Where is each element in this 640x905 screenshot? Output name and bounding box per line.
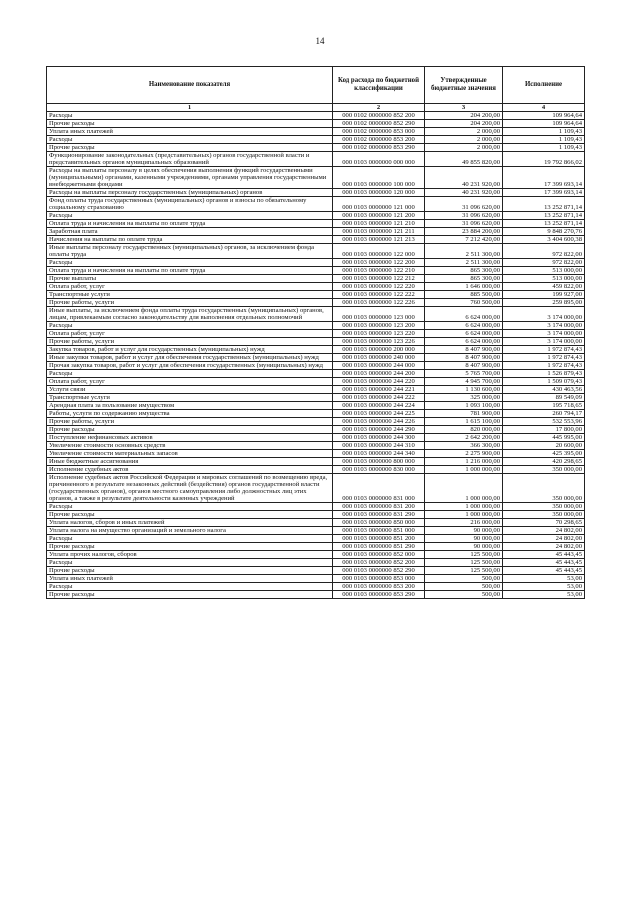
row-name: Увеличение стоимости основных средств bbox=[47, 442, 333, 450]
row-approved: 1 130 600,00 bbox=[425, 386, 503, 394]
row-name: Прочие работы, услуги bbox=[47, 418, 333, 426]
table-row bbox=[47, 128, 585, 136]
row-budget-code: 000 0103 0000000 121 211 bbox=[333, 228, 425, 236]
row-approved: 4 945 700,00 bbox=[425, 378, 503, 386]
row-approved: 23 884 200,00 bbox=[425, 228, 503, 236]
row-name: Прочие работы, услуги bbox=[47, 338, 333, 346]
table-row bbox=[47, 330, 585, 338]
row-budget-code: 000 0103 0000000 851 200 bbox=[333, 535, 425, 543]
column-number: 1 bbox=[47, 104, 333, 112]
row-executed: 430 463,56 bbox=[503, 386, 585, 394]
row-approved: 2 000,00 bbox=[425, 128, 503, 136]
row-budget-code: 000 0103 0000000 121 213 bbox=[333, 236, 425, 244]
row-executed: 1 972 874,43 bbox=[503, 362, 585, 370]
row-budget-code: 000 0103 0000000 123 220 bbox=[333, 330, 425, 338]
row-executed: 260 794,17 bbox=[503, 410, 585, 418]
row-budget-code: 000 0103 0000000 850 000 bbox=[333, 519, 425, 527]
row-name: Прочие расходы bbox=[47, 511, 333, 519]
table-row bbox=[47, 386, 585, 394]
row-approved: 31 096 620,00 bbox=[425, 220, 503, 228]
row-name: Прочие расходы bbox=[47, 543, 333, 551]
table-row bbox=[47, 474, 585, 503]
row-executed: 513 000,00 bbox=[503, 275, 585, 283]
row-approved: 125 500,00 bbox=[425, 559, 503, 567]
row-executed: 459 822,00 bbox=[503, 283, 585, 291]
row-approved: 125 500,00 bbox=[425, 567, 503, 575]
row-name: Расходы bbox=[47, 136, 333, 144]
row-executed: 420 298,65 bbox=[503, 458, 585, 466]
table-row bbox=[47, 220, 585, 228]
row-approved: 8 407 900,00 bbox=[425, 362, 503, 370]
row-approved: 90 000,00 bbox=[425, 535, 503, 543]
row-approved: 125 500,00 bbox=[425, 551, 503, 559]
row-executed: 1 526 879,43 bbox=[503, 370, 585, 378]
row-approved: 500,00 bbox=[425, 583, 503, 591]
row-name: Оплата труда и начисления на выплаты по оплате труда bbox=[47, 220, 333, 228]
row-name: Начисления на выплаты по оплате труда bbox=[47, 236, 333, 244]
row-approved: 2 642 200,00 bbox=[425, 434, 503, 442]
table-row bbox=[47, 426, 585, 434]
table-row bbox=[47, 394, 585, 402]
row-approved: 1 216 000,00 bbox=[425, 458, 503, 466]
table-row bbox=[47, 120, 585, 128]
table-row bbox=[47, 236, 585, 244]
row-budget-code: 000 0102 0000000 853 200 bbox=[333, 136, 425, 144]
table-row bbox=[47, 136, 585, 144]
row-budget-code: 000 0102 0000000 853 000 bbox=[333, 128, 425, 136]
row-approved: 40 231 920,00 bbox=[425, 167, 503, 189]
row-approved: 820 000,00 bbox=[425, 426, 503, 434]
row-executed: 17 800,00 bbox=[503, 426, 585, 434]
row-name: Расходы bbox=[47, 212, 333, 220]
row-approved: 1 000 000,00 bbox=[425, 511, 503, 519]
table-row bbox=[47, 346, 585, 354]
table-row bbox=[47, 362, 585, 370]
row-name: Транспортные услуги bbox=[47, 291, 333, 299]
row-budget-code: 000 0103 0000000 852 290 bbox=[333, 567, 425, 575]
row-name: Транспортные услуги bbox=[47, 394, 333, 402]
row-name: Прочие расходы bbox=[47, 120, 333, 128]
table-row bbox=[47, 267, 585, 275]
row-name: Уплата налогов, сборов и иных платежей bbox=[47, 519, 333, 527]
table-row bbox=[47, 402, 585, 410]
row-executed: 45 443,45 bbox=[503, 551, 585, 559]
row-name: Арендная плата за пользование имуществом bbox=[47, 402, 333, 410]
row-approved: 1 000 000,00 bbox=[425, 474, 503, 503]
row-budget-code: 000 0103 0000000 244 224 bbox=[333, 402, 425, 410]
row-approved: 6 624 000,00 bbox=[425, 338, 503, 346]
row-executed: 350 000,00 bbox=[503, 474, 585, 503]
row-approved: 500,00 bbox=[425, 591, 503, 599]
row-name: Уплата налога на имущество организаций и земельного налога bbox=[47, 527, 333, 535]
row-approved: 204 200,00 bbox=[425, 120, 503, 128]
row-approved: 2 511 300,00 bbox=[425, 244, 503, 259]
table-row bbox=[47, 259, 585, 267]
row-name: Прочие расходы bbox=[47, 426, 333, 434]
table-row bbox=[47, 410, 585, 418]
table-row bbox=[47, 299, 585, 307]
row-budget-code: 000 0103 0000000 831 200 bbox=[333, 503, 425, 511]
row-executed: 3 174 000,00 bbox=[503, 330, 585, 338]
row-executed: 1 972 874,43 bbox=[503, 354, 585, 362]
row-executed: 19 792 866,02 bbox=[503, 152, 585, 167]
row-name: Расходы bbox=[47, 259, 333, 267]
table-row bbox=[47, 575, 585, 583]
table-row bbox=[47, 466, 585, 474]
row-budget-code: 000 0103 0000000 122 000 bbox=[333, 244, 425, 259]
row-executed: 45 443,45 bbox=[503, 567, 585, 575]
row-name: Иные выплаты, за исключением фонда оплаты труда государственных (муниципальных) органов, лицам, привлекаемым согласно законодательству для выполнения отдельных полномочий bbox=[47, 307, 333, 322]
row-executed: 89 549,09 bbox=[503, 394, 585, 402]
row-budget-code: 000 0103 0000000 244 310 bbox=[333, 442, 425, 450]
row-budget-code: 000 0103 0000000 240 000 bbox=[333, 354, 425, 362]
row-executed: 13 252 871,14 bbox=[503, 212, 585, 220]
row-name: Иные закупки товаров, работ и услуг для обеспечения государственных (муниципальных) нужд bbox=[47, 354, 333, 362]
row-approved: 6 624 000,00 bbox=[425, 322, 503, 330]
table-row bbox=[47, 535, 585, 543]
row-budget-code: 000 0103 0000000 244 340 bbox=[333, 450, 425, 458]
table-row bbox=[47, 338, 585, 346]
table-row bbox=[47, 559, 585, 567]
header-approved: Утвержденные бюджетные значения bbox=[425, 67, 503, 104]
row-executed: 45 443,45 bbox=[503, 559, 585, 567]
row-name: Оплата работ, услуг bbox=[47, 330, 333, 338]
row-budget-code: 000 0103 0000000 244 225 bbox=[333, 410, 425, 418]
row-name: Расходы bbox=[47, 535, 333, 543]
row-approved: 2 000,00 bbox=[425, 136, 503, 144]
row-name: Расходы bbox=[47, 583, 333, 591]
row-budget-code: 000 0103 0000000 120 000 bbox=[333, 189, 425, 197]
row-budget-code: 000 0103 0000000 121 210 bbox=[333, 220, 425, 228]
row-budget-code: 000 0103 0000000 853 290 bbox=[333, 591, 425, 599]
table-row bbox=[47, 112, 585, 120]
row-approved: 366 300,00 bbox=[425, 442, 503, 450]
row-name: Иные выплаты персоналу государственных (муниципальных) органов, за исключением фонда оплаты труда bbox=[47, 244, 333, 259]
row-budget-code: 000 0103 0000000 852 000 bbox=[333, 551, 425, 559]
row-approved: 1 615 100,00 bbox=[425, 418, 503, 426]
table-row bbox=[47, 228, 585, 236]
row-name: Расходы bbox=[47, 370, 333, 378]
row-name: Работы, услуги по содержанию имущества bbox=[47, 410, 333, 418]
row-name: Уплата иных платежей bbox=[47, 128, 333, 136]
row-executed: 17 399 693,14 bbox=[503, 189, 585, 197]
row-name: Прочие выплаты bbox=[47, 275, 333, 283]
row-executed: 259 895,00 bbox=[503, 299, 585, 307]
header-indicator-name: Наименование показателя bbox=[47, 67, 333, 104]
row-name: Расходы bbox=[47, 559, 333, 567]
row-approved: 1 000 000,00 bbox=[425, 466, 503, 474]
row-name: Прочие расходы bbox=[47, 144, 333, 152]
row-executed: 109 964,64 bbox=[503, 120, 585, 128]
row-executed: 350 000,00 bbox=[503, 466, 585, 474]
row-budget-code: 000 0103 0000000 244 200 bbox=[333, 370, 425, 378]
row-name: Функционирование законодательных (представительных) органов государственной власти и представительных органов муниципальных образований bbox=[47, 152, 333, 167]
row-name: Закупка товаров, работ и услуг для государственных (муниципальных) нужд bbox=[47, 346, 333, 354]
row-approved: 865 300,00 bbox=[425, 275, 503, 283]
row-budget-code: 000 0103 0000000 851 000 bbox=[333, 527, 425, 535]
row-executed: 350 000,00 bbox=[503, 503, 585, 511]
row-approved: 8 407 900,00 bbox=[425, 346, 503, 354]
column-number-row bbox=[47, 104, 585, 112]
row-approved: 1 093 100,00 bbox=[425, 402, 503, 410]
row-executed: 70 298,65 bbox=[503, 519, 585, 527]
row-name: Иные бюджетные ассигнования bbox=[47, 458, 333, 466]
row-approved: 760 500,00 bbox=[425, 299, 503, 307]
row-name: Оплата труда и начисления на выплаты по оплате труда bbox=[47, 267, 333, 275]
table-row bbox=[47, 519, 585, 527]
row-name: Услуги связи bbox=[47, 386, 333, 394]
row-name: Расходы bbox=[47, 112, 333, 120]
table-row bbox=[47, 378, 585, 386]
row-budget-code: 000 0103 0000000 100 000 bbox=[333, 167, 425, 189]
row-approved: 2 000,00 bbox=[425, 144, 503, 152]
table-row bbox=[47, 152, 585, 167]
row-name: Заработная плата bbox=[47, 228, 333, 236]
row-budget-code: 000 0103 0000000 831 000 bbox=[333, 474, 425, 503]
column-number: 4 bbox=[503, 104, 585, 112]
row-budget-code: 000 0103 0000000 831 290 bbox=[333, 511, 425, 519]
table-row bbox=[47, 189, 585, 197]
table-row bbox=[47, 212, 585, 220]
column-number: 3 bbox=[425, 104, 503, 112]
row-approved: 325 000,00 bbox=[425, 394, 503, 402]
row-executed: 3 174 000,00 bbox=[503, 307, 585, 322]
row-executed: 972 822,00 bbox=[503, 259, 585, 267]
row-budget-code: 000 0103 0000000 853 000 bbox=[333, 575, 425, 583]
row-budget-code: 000 0103 0000000 123 000 bbox=[333, 307, 425, 322]
row-approved: 6 624 000,00 bbox=[425, 307, 503, 322]
table-row bbox=[47, 567, 585, 575]
table-row bbox=[47, 244, 585, 259]
table-row bbox=[47, 307, 585, 322]
row-budget-code: 000 0103 0000000 121 000 bbox=[333, 197, 425, 212]
row-executed: 17 399 693,14 bbox=[503, 167, 585, 189]
row-executed: 445 995,00 bbox=[503, 434, 585, 442]
row-approved: 781 900,00 bbox=[425, 410, 503, 418]
row-name: Увеличение стоимости материальных запасов bbox=[47, 450, 333, 458]
table-row bbox=[47, 354, 585, 362]
table-row bbox=[47, 583, 585, 591]
row-name: Фонд оплаты труда государственных (муниципальных) органов и взносы по обязательному социальному страхованию bbox=[47, 197, 333, 212]
row-name: Поступление нефинансовых активов bbox=[47, 434, 333, 442]
row-budget-code: 000 0103 0000000 122 210 bbox=[333, 267, 425, 275]
row-name: Расходы на выплаты персоналу государственных (муниципальных) органов bbox=[47, 189, 333, 197]
table-row bbox=[47, 144, 585, 152]
table-row bbox=[47, 543, 585, 551]
table-row bbox=[47, 322, 585, 330]
row-approved: 90 000,00 bbox=[425, 527, 503, 535]
row-executed: 9 848 270,76 bbox=[503, 228, 585, 236]
row-executed: 532 553,96 bbox=[503, 418, 585, 426]
row-budget-code: 000 0103 0000000 200 000 bbox=[333, 346, 425, 354]
table-row bbox=[47, 503, 585, 511]
row-executed: 3 404 600,38 bbox=[503, 236, 585, 244]
row-approved: 8 407 900,00 bbox=[425, 354, 503, 362]
row-budget-code: 000 0103 0000000 244 222 bbox=[333, 394, 425, 402]
row-approved: 49 855 820,00 bbox=[425, 152, 503, 167]
row-name: Расходы bbox=[47, 503, 333, 511]
row-budget-code: 000 0102 0000000 852 290 bbox=[333, 120, 425, 128]
row-budget-code: 000 0103 0000000 800 000 bbox=[333, 458, 425, 466]
row-executed: 13 252 871,14 bbox=[503, 220, 585, 228]
row-approved: 500,00 bbox=[425, 575, 503, 583]
row-executed: 24 802,00 bbox=[503, 543, 585, 551]
row-executed: 3 174 000,00 bbox=[503, 322, 585, 330]
row-executed: 1 109,43 bbox=[503, 136, 585, 144]
row-budget-code: 000 0103 0000000 244 300 bbox=[333, 434, 425, 442]
row-budget-code: 000 0103 0000000 122 220 bbox=[333, 283, 425, 291]
row-approved: 885 500,00 bbox=[425, 291, 503, 299]
table-row bbox=[47, 275, 585, 283]
row-budget-code: 000 0103 0000000 123 200 bbox=[333, 322, 425, 330]
row-executed: 24 802,00 bbox=[503, 527, 585, 535]
row-approved: 204 200,00 bbox=[425, 112, 503, 120]
row-budget-code: 000 0103 0000000 122 222 bbox=[333, 291, 425, 299]
row-name: Прочие работы, услуги bbox=[47, 299, 333, 307]
table-row bbox=[47, 527, 585, 535]
row-name: Оплата работ, услуг bbox=[47, 378, 333, 386]
row-executed: 1 109,43 bbox=[503, 128, 585, 136]
table-row bbox=[47, 458, 585, 466]
row-name: Уплата иных платежей bbox=[47, 575, 333, 583]
row-approved: 7 212 420,00 bbox=[425, 236, 503, 244]
table-row bbox=[47, 591, 585, 599]
table-row bbox=[47, 450, 585, 458]
row-approved: 865 300,00 bbox=[425, 267, 503, 275]
row-executed: 109 964,64 bbox=[503, 112, 585, 120]
row-budget-code: 000 0103 0000000 123 226 bbox=[333, 338, 425, 346]
row-name: Прочие расходы bbox=[47, 567, 333, 575]
row-approved: 216 000,00 bbox=[425, 519, 503, 527]
row-budget-code: 000 0103 0000000 244 000 bbox=[333, 362, 425, 370]
row-executed: 53,00 bbox=[503, 583, 585, 591]
row-executed: 1 972 874,43 bbox=[503, 346, 585, 354]
row-executed: 3 174 000,00 bbox=[503, 338, 585, 346]
table-row bbox=[47, 511, 585, 519]
table-row bbox=[47, 418, 585, 426]
row-executed: 199 927,00 bbox=[503, 291, 585, 299]
row-budget-code: 000 0103 0000000 122 200 bbox=[333, 259, 425, 267]
row-approved: 31 096 620,00 bbox=[425, 197, 503, 212]
row-executed: 425 395,00 bbox=[503, 450, 585, 458]
row-approved: 5 765 700,00 bbox=[425, 370, 503, 378]
row-budget-code: 000 0103 0000000 853 200 bbox=[333, 583, 425, 591]
row-approved: 1 000 000,00 bbox=[425, 503, 503, 511]
row-budget-code: 000 0102 0000000 853 290 bbox=[333, 144, 425, 152]
row-budget-code: 000 0103 0000000 244 290 bbox=[333, 426, 425, 434]
row-budget-code: 000 0103 0000000 244 220 bbox=[333, 378, 425, 386]
header-executed: Исполнение bbox=[503, 67, 585, 104]
row-budget-code: 000 0103 0000000 122 212 bbox=[333, 275, 425, 283]
header-budget-code: Код расхода по бюджетной классификации bbox=[333, 67, 425, 104]
table-row bbox=[47, 167, 585, 189]
table-row bbox=[47, 551, 585, 559]
row-executed: 20 600,00 bbox=[503, 442, 585, 450]
row-name: Расходы bbox=[47, 322, 333, 330]
row-budget-code: 000 0103 0000000 121 200 bbox=[333, 212, 425, 220]
row-name: Оплата работ, услуг bbox=[47, 283, 333, 291]
table-row bbox=[47, 197, 585, 212]
table-header-row bbox=[47, 67, 585, 104]
column-number: 2 bbox=[333, 104, 425, 112]
row-executed: 53,00 bbox=[503, 575, 585, 583]
table-row bbox=[47, 442, 585, 450]
row-approved: 6 624 000,00 bbox=[425, 330, 503, 338]
row-executed: 13 252 871,14 bbox=[503, 197, 585, 212]
row-budget-code: 000 0103 0000000 244 226 bbox=[333, 418, 425, 426]
row-executed: 53,00 bbox=[503, 591, 585, 599]
row-name: Расходы на выплаты персоналу в целях обеспечения выполнения функций государственными (муниципальными) органами, казенными учреждениями, органами управления государственными внебюджетными фондами bbox=[47, 167, 333, 189]
row-budget-code: 000 0103 0000000 122 226 bbox=[333, 299, 425, 307]
table-row bbox=[47, 434, 585, 442]
table-row bbox=[47, 283, 585, 291]
row-name: Исполнение судебных актов Российской Федерации и мировых соглашений по возмещению вреда, причиненного в результате незаконных действий (бездействия) органов государственной власти (государственных органов), органов местного самоуправления либо должностных лиц этих органов, а также в результате деятельности казенных учреждений bbox=[47, 474, 333, 503]
row-executed: 1 109,43 bbox=[503, 144, 585, 152]
table-row bbox=[47, 291, 585, 299]
row-executed: 1 509 079,43 bbox=[503, 378, 585, 386]
budget-table bbox=[46, 66, 585, 599]
page-number: 14 bbox=[315, 36, 325, 46]
row-approved: 31 096 620,00 bbox=[425, 212, 503, 220]
row-executed: 350 000,00 bbox=[503, 511, 585, 519]
row-name: Уплата прочих налогов, сборов bbox=[47, 551, 333, 559]
row-budget-code: 000 0103 0000000 000 000 bbox=[333, 152, 425, 167]
row-budget-code: 000 0103 0000000 851 290 bbox=[333, 543, 425, 551]
row-budget-code: 000 0103 0000000 852 200 bbox=[333, 559, 425, 567]
row-name: Исполнение судебных актов bbox=[47, 466, 333, 474]
row-executed: 195 718,65 bbox=[503, 402, 585, 410]
table-row bbox=[47, 370, 585, 378]
row-budget-code: 000 0103 0000000 830 000 bbox=[333, 466, 425, 474]
row-executed: 513 000,00 bbox=[503, 267, 585, 275]
row-budget-code: 000 0102 0000000 852 200 bbox=[333, 112, 425, 120]
row-approved: 1 646 000,00 bbox=[425, 283, 503, 291]
row-approved: 90 000,00 bbox=[425, 543, 503, 551]
row-name: Прочая закупка товаров, работ и услуг для обеспечения государственных (муниципальных) нужд bbox=[47, 362, 333, 370]
row-name: Прочие расходы bbox=[47, 591, 333, 599]
row-approved: 40 231 920,00 bbox=[425, 189, 503, 197]
row-executed: 972 822,00 bbox=[503, 244, 585, 259]
row-budget-code: 000 0103 0000000 244 221 bbox=[333, 386, 425, 394]
row-executed: 24 802,00 bbox=[503, 535, 585, 543]
row-approved: 2 275 900,00 bbox=[425, 450, 503, 458]
row-approved: 2 511 300,00 bbox=[425, 259, 503, 267]
